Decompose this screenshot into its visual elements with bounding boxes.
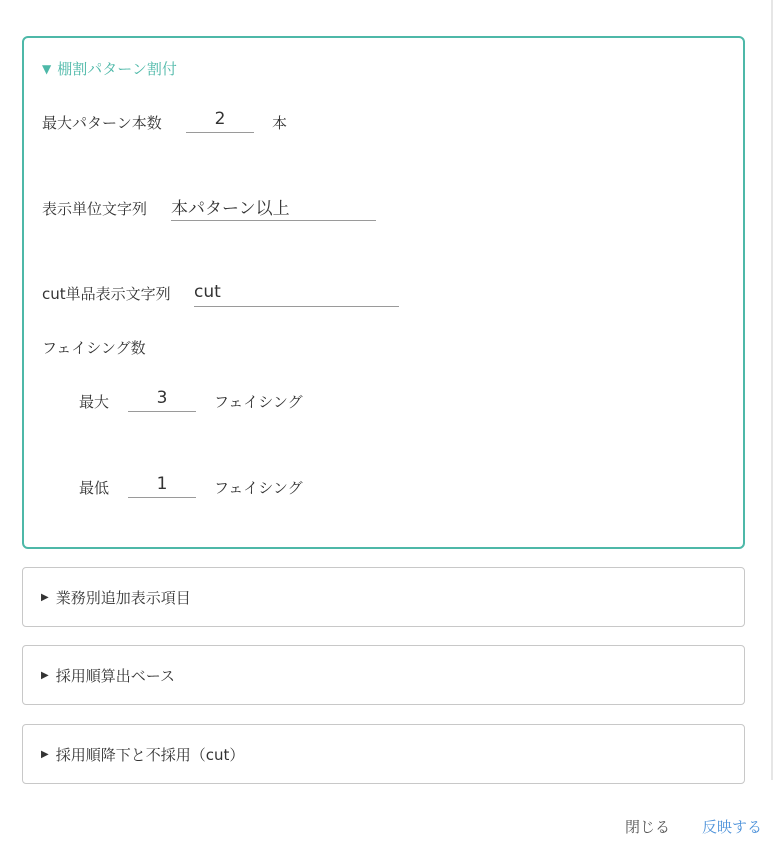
pattern-assignment-panel: [22, 36, 745, 549]
adoption-order-base-title: 採用順算出ベース: [55, 667, 175, 685]
facings-max-unit: フェイシング: [214, 393, 303, 411]
triangle-right-icon: ▶: [41, 669, 49, 681]
triangle-right-icon: ▶: [41, 748, 49, 760]
pattern-assignment-title: 棚割パターン割付: [57, 60, 177, 78]
display-unit-input[interactable]: [171, 192, 376, 221]
max-patterns-input[interactable]: [186, 106, 254, 133]
max-patterns-label: 最大パターン本数: [42, 114, 162, 132]
facings-label: フェイシング数: [42, 339, 146, 357]
adoption-order-descent-header: [41, 744, 244, 765]
close-button[interactable]: 閉じる: [625, 818, 671, 836]
cut-label-label: cut単品表示文字列: [42, 285, 171, 303]
adoption-order-base-panel[interactable]: [22, 645, 745, 705]
triangle-down-icon: ▼: [42, 61, 52, 76]
additional-display-items-title: 業務別追加表示項目: [55, 589, 191, 607]
additional-display-items-panel[interactable]: [22, 567, 745, 627]
facings-max-label: 最大: [79, 393, 110, 411]
max-patterns-unit: 本: [272, 114, 288, 132]
pattern-assignment-header[interactable]: [42, 58, 177, 79]
cut-label-input[interactable]: [194, 278, 399, 307]
facings-min-unit: フェイシング: [214, 479, 303, 497]
adoption-order-descent-panel[interactable]: [22, 724, 745, 784]
adoption-order-base-header: [41, 665, 175, 686]
additional-display-items-header: [41, 587, 191, 608]
facings-min-input[interactable]: [128, 471, 196, 498]
triangle-right-icon: ▶: [41, 591, 49, 603]
apply-button[interactable]: 反映する: [702, 818, 763, 836]
facings-max-input[interactable]: [128, 385, 196, 412]
facings-min-label: 最低: [79, 479, 110, 497]
display-unit-label: 表示単位文字列: [42, 200, 148, 218]
adoption-order-descent-title: 採用順降下と不採用（cut）: [55, 746, 245, 764]
